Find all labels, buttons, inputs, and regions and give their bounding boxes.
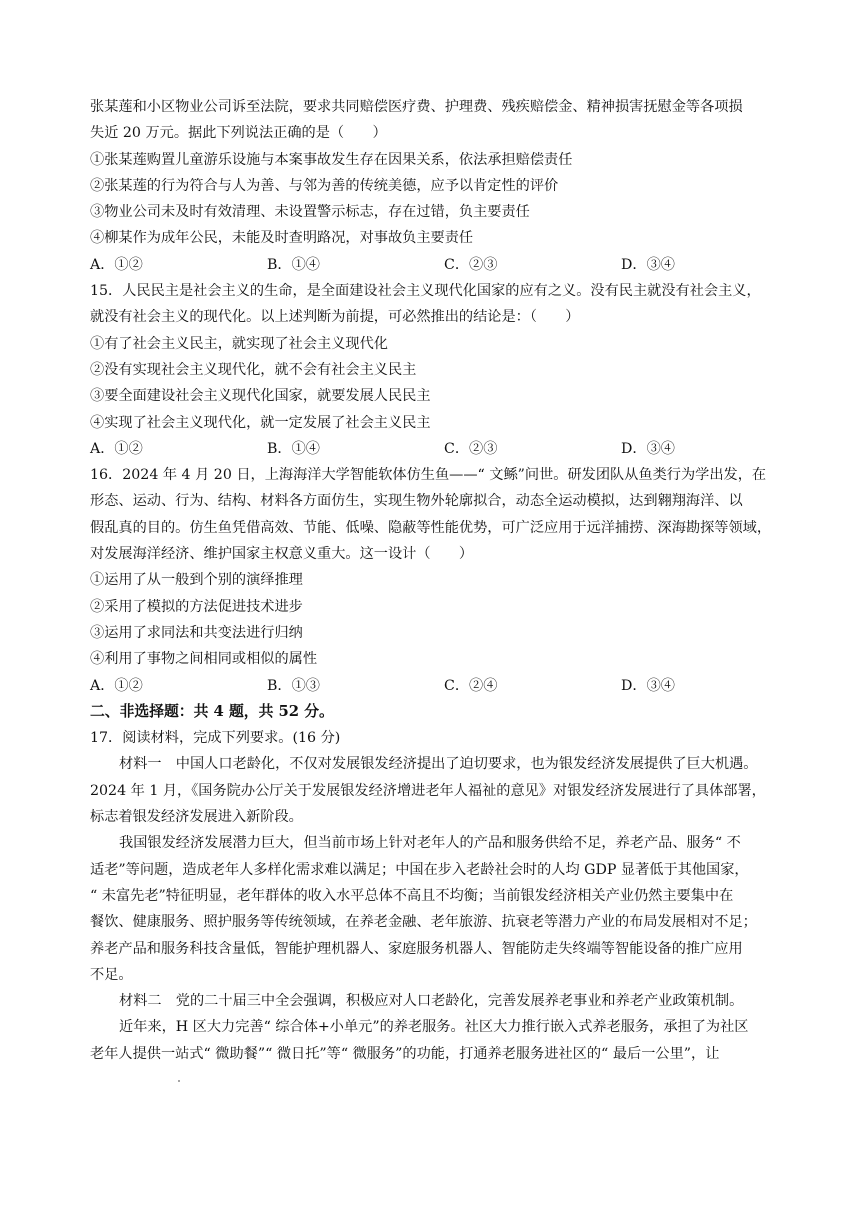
answer-options [90,436,790,462]
document-page [90,94,790,1067]
material-paragraph-line: 适老”等问题，造成老年人多样化需求难以满足；中国在步入老龄社会时的人均 GDP 显著低于其他国家， [90,861,749,878]
option-b: B．①④ [267,256,320,273]
material-paragraph-line: 餐饮、健康服务、照护服务等传统领域，在养老金融、老年旅游、抗衰老等潜力产业的布局发展相对不足； [90,914,757,931]
question-intro: 17．阅读材料，完成下列要求。(16 分) [90,730,341,747]
option-a: A．①② [90,440,143,457]
material-paragraph-line: 老年人提供一站式“ 微助餐”“ 微日托”等“ 微服务”的功能，打通养老服务进社区的“ 最后一公里”，让 [90,1045,720,1062]
material-paragraph-line: 近年来，H 区大力完善“ 综合体+小单元”的养老服务。社区大力推行嵌入式养老服务，承担了为社区 [119,1019,749,1036]
answer-options [90,252,790,278]
statement-3: ③物业公司未及时有效清理、未设置警示标志，存在过错，负主要责任 [90,204,530,221]
page-speck [178,1080,180,1082]
material-paragraph-line: 2024 年 1 月，《国务院办公厅关于发展银发经济增进老年人福祉的意见》对银发经济发展进行了具体部署， [90,782,766,799]
option-c: C．②③ [444,440,498,457]
question-text-line: 15．人民民主是社会主义的生命，是全面建设社会主义现代化国家的应有之义。没有民主就没有社会主义， [90,283,761,300]
statement-4: ④柳某作为成年公民，未能及时查明路况，对事故负主要责任 [90,230,474,247]
statement-2: ②采用了模拟的方法促进技术进步 [90,598,303,615]
option-d: D．③④ [621,256,675,273]
question-text-line: 假乱真的目的。仿生鱼凭借高效、节能、低噪、隐蔽等性能优势，可广泛应用于远洋捕捞、深海勘探等领域， [90,519,772,536]
question-16 [90,462,790,699]
question-14 [90,94,790,278]
statement-2: ②张某莲的行为符合与人为善、与邻为善的传统美德，应予以肯定性的评价 [90,177,559,194]
question-text-line: 失近 20 万元。据此下列说法正确的是（ ） [90,125,387,142]
material-paragraph-line: “ 未富先老”特征明显，老年群体的收入水平总体不高且不均衡；当前银发经济相关产业仍然主要集中在 [90,887,734,904]
statement-1: ①张某莲购置儿童游乐设施与本案事故发生存在因果关系，依法承担赔偿责任 [90,151,573,168]
statement-2: ②没有实现社会主义现代化，就不会有社会主义民主 [90,361,417,378]
material-paragraph-line: 材料二 党的二十届三中全会强调，积极应对人口老龄化，完善发展养老事业和养老产业政策机制。 [119,993,744,1010]
material-paragraph-line: 养老产品和服务科技含量低，智能护理机器人、家庭服务机器人、智能防走失终端等智能设备的推广应用 [90,940,743,957]
question-text-line: 形态、运动、行为、结构、材料各方面仿生，实现生物外轮廓拟合，动态全运动模拟，达到翱翔海洋、以 [90,493,743,510]
statement-1: ①有了社会主义民主，就实现了社会主义现代化 [90,335,388,352]
question-text-line: 16．2024 年 4 月 20 日，上海海洋大学智能软体仿生鱼——“ 文鲧”问世。研发团队从鱼类行为学出发，在 [90,467,767,484]
option-c: C．②③ [444,256,498,273]
question-text-line: 张某莲和小区物业公司诉至法院，要求共同赔偿医疗费、护理费、残疾赔偿金、精神损害抚慰金等各项损 [90,99,743,115]
statement-3: ③要全面建设社会主义现代化国家，就要发展人民民主 [90,388,431,405]
option-a: A．①② [90,677,143,694]
statement-3: ③运用了求同法和共变法进行归纳 [90,624,303,641]
answer-options [90,673,790,699]
section-heading: 二、非选择题：共 4 题，共 52 分。 [90,702,334,720]
statement-4: ④利用了事物之间相同或相似的属性 [90,651,318,668]
question-text-line: 就没有社会主义的现代化。以上述判断为前提，可必然推出的结论是：（ ） [90,309,580,326]
question-17 [90,725,790,1067]
option-b: B．①③ [267,677,320,694]
question-15 [90,278,790,462]
statement-1: ①运用了从一般到个别的演绎推理 [90,572,303,589]
option-c: C．②④ [444,677,498,694]
statement-4: ④实现了社会主义现代化，就一定发展了社会主义民主 [90,414,431,431]
option-b: B．①④ [267,440,320,457]
question-text-line: 对发展海洋经济、维护国家主权意义重大。这一设计（ ） [90,546,474,563]
material-paragraph-line: 我国银发经济发展潜力巨大，但当前市场上针对老年人的产品和服务供给不足，养老产品、服务“ 不 [119,835,741,852]
material-paragraph-line: 材料一 中国人口老龄化，不仅对发展银发经济提出了迫切要求，也为银发经济发展提供了巨大机遇。 [119,756,758,773]
material-paragraph-line: 不足。 [90,966,133,983]
material-paragraph-line: 标志着银发经济发展进入新阶段。 [90,809,303,826]
option-d: D．③④ [621,440,675,457]
option-a: A．①② [90,256,143,273]
option-d: D．③④ [621,677,675,694]
